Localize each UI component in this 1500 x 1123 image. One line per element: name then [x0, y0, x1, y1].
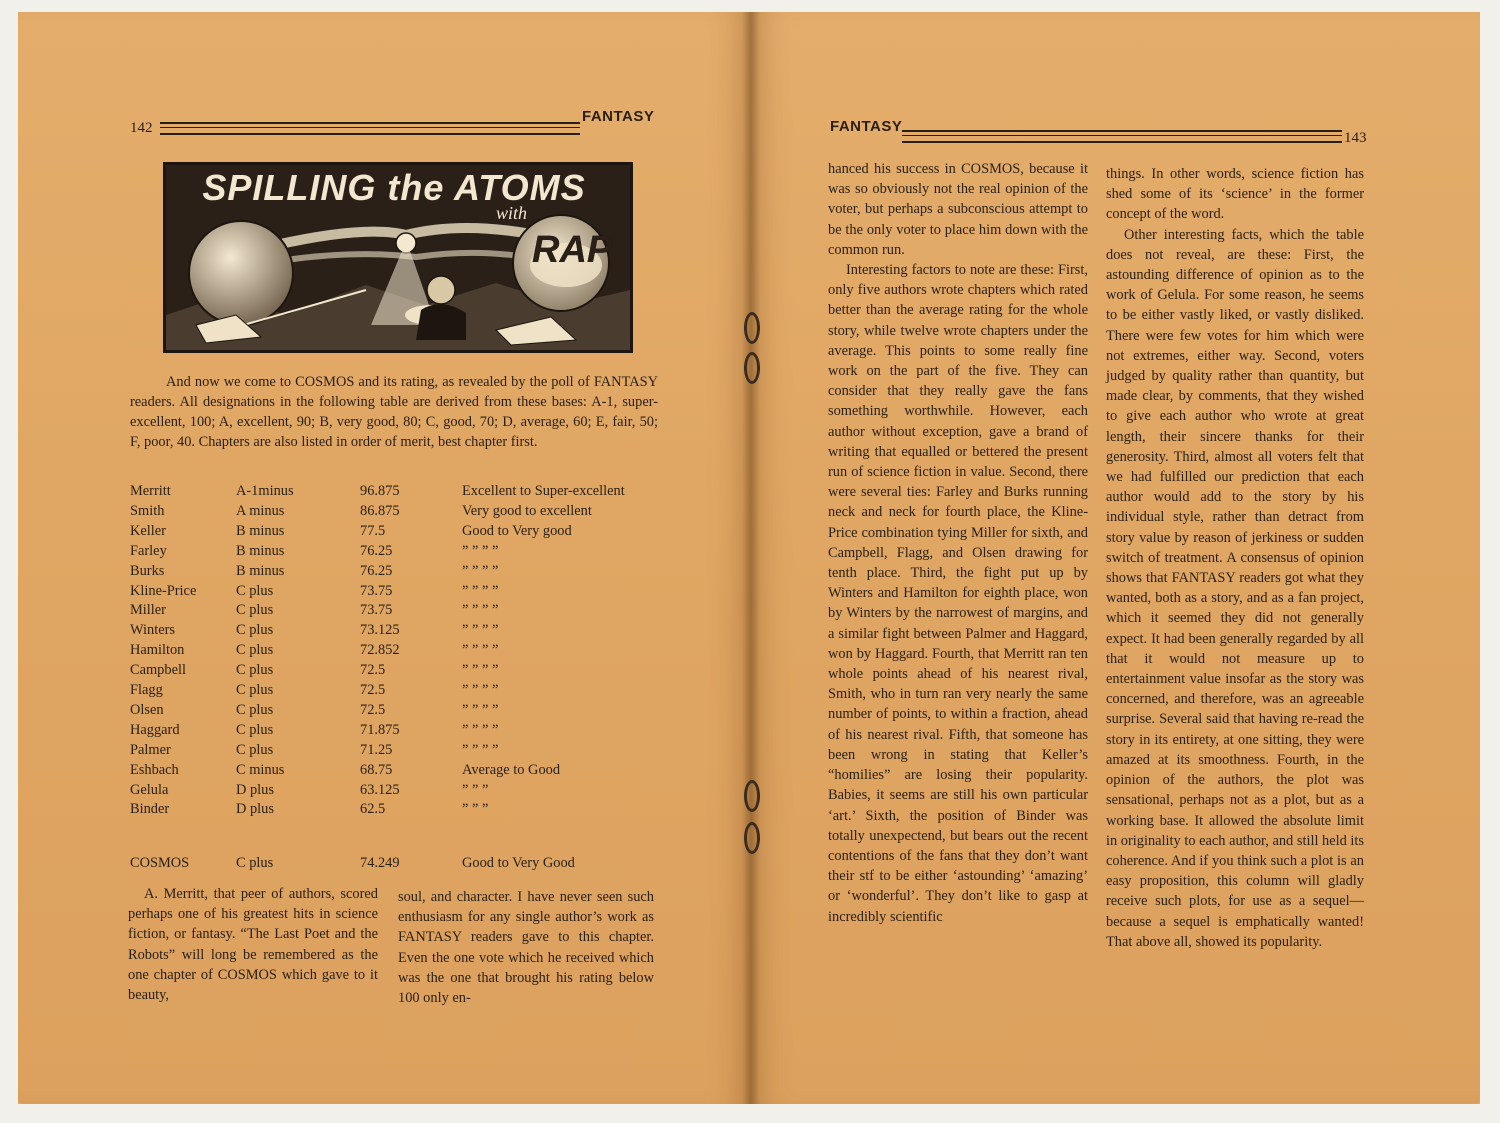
author-name: Flagg: [130, 682, 163, 698]
author-name: Olsen: [130, 701, 164, 718]
numeric-score: 86.875: [360, 502, 400, 519]
letter-grade: C plus: [236, 662, 274, 679]
author-name: Hamilton: [130, 642, 185, 659]
magazine-spread: [18, 12, 1480, 1104]
author-name: Haggard: [130, 721, 180, 738]
grade-description: ” ” ” ”: [462, 741, 499, 758]
letter-grade: A-1minus: [236, 483, 294, 499]
numeric-score: 68.75: [360, 761, 393, 778]
author-name: Miller: [130, 602, 166, 619]
numeric-score: 71.875: [360, 721, 400, 738]
letter-grade: C plus: [236, 721, 274, 738]
author-name: Farley: [130, 542, 167, 559]
letter-grade: A minus: [236, 502, 285, 519]
numeric-score: 73.75: [360, 582, 393, 599]
staple-bottom: [744, 780, 760, 812]
paragraph: things. In other words, science fiction has shed some of its ‘science’ in the former concept of the word.: [1106, 166, 1364, 223]
letter-grade: C plus: [236, 741, 274, 758]
author-name: Kline-Price: [130, 582, 197, 599]
author-name: Campbell: [130, 662, 186, 679]
grade-description: ” ” ” ”: [462, 602, 499, 619]
author-name: Binder: [130, 801, 170, 818]
grade-description: Good to Very Good: [462, 855, 575, 871]
page-number-left: 142: [130, 120, 153, 136]
numeric-score: 72.5: [360, 662, 386, 679]
page-number-right: 143: [1344, 130, 1367, 146]
paragraph: Other interesting facts, which the table does not reveal, are these: First, the astounding difference of opinion as to the work of Gelula. For some reason, he seems to be either vastly liked, or vastly disliked. There were few votes for him which were not extremes, either way. Second, voters judged by quality rather than quantity, but made clear, by comments, that they wished to give each author who wrote at great length, their sincere thanks for their generosity. Third, almost all voters felt that we had fulfilled our prediction that each author would add to the story by his individual style, rather than detract from story value by reason of jerkiness or sudden switch of treatment. A consensus of opinion shows that FANTASY readers got what they wanted, both as a story, and as a fan project, which it seemed they did not generally expect. It had been generally regarded by all that it would not measure up to entertainment value insofar as the story was concerned, and therefore, was an agreeable surprise. Several said that having re-read the story in its entirety, at one sitting, they were amazed at its smoothness. Fourth, in the opinion of the authors, the plot was sensational, perhaps not as a plot, but as a working base. It allowed the absolute limit in originality to each author, and still held its coherence. And if you think such a plot is an easy proposition, this column will gladly receive such plots, for use as a sequel—because a sequel is emphatically wanted! That above all, showed its popularity.: [1106, 226, 1365, 950]
author-name: Merritt: [130, 483, 171, 499]
letter-grade: C minus: [236, 761, 285, 778]
grade-description: ” ” ” ”: [462, 682, 499, 698]
banner-with: with: [496, 203, 528, 223]
numeric-score: 76.25: [360, 542, 393, 559]
author-name: Burks: [130, 562, 165, 579]
letter-grade: D plus: [236, 781, 274, 798]
letter-grade: B minus: [236, 562, 285, 579]
author-name: Eshbach: [130, 761, 179, 778]
numeric-score: 63.125: [360, 781, 400, 798]
letter-grade: C plus: [236, 701, 274, 718]
staple-top-2: [744, 352, 760, 384]
column-banner: [163, 162, 633, 353]
staple-bottom-2: [744, 822, 760, 854]
letter-grade: C plus: [236, 855, 274, 871]
grade-description: ” ” ” ”: [462, 582, 499, 599]
grade-description: ” ” ” ”: [462, 562, 499, 579]
right-column-2: [1106, 164, 1364, 952]
grade-description: ” ” ” ”: [462, 642, 499, 659]
numeric-score: 96.875: [360, 483, 400, 499]
numeric-score: 73.125: [360, 622, 400, 639]
author-name: Keller: [130, 522, 166, 539]
author-name: Winters: [130, 622, 175, 639]
grade-description: ” ” ” ”: [462, 721, 499, 738]
banner-title: SPILLING the ATOMS: [202, 167, 586, 208]
author-name: Palmer: [130, 741, 171, 758]
grade-description: ” ” ” ”: [462, 662, 499, 679]
letter-grade: C plus: [236, 582, 274, 599]
running-head-left: FANTASY: [582, 108, 655, 125]
author-name: Gelula: [130, 781, 169, 798]
letter-grade: B minus: [236, 542, 285, 559]
left-column-2: soul, and character. I have never seen such enthusiasm for any single author’s work as FANTASY readers gave to this chapter. Even the one vote which he received which was the one that brought his rating below 100 only en-: [398, 889, 654, 1007]
paragraph: hanced his success in COSMOS, because it was so obviously not the real opinion of the voter, but perhaps a subconscious attempt to be the only voter to place him down with the common run.: [828, 161, 1088, 258]
header-rule-left: [160, 122, 580, 135]
grade-description: ” ” ” ”: [462, 622, 499, 639]
left-page: [18, 12, 750, 1104]
author-name: Smith: [130, 502, 165, 519]
banner-author-rap: RAP: [532, 229, 613, 271]
right-column-1: [828, 159, 1088, 927]
numeric-score: 72.5: [360, 682, 386, 698]
gutter: [742, 12, 760, 1104]
staple-top: [744, 312, 760, 344]
numeric-score: 76.25: [360, 562, 393, 579]
intro-paragraph: And now we come to COSMOS and its rating, as revealed by the poll of FANTASY readers. All designations in the following table are derived from these bases: A-1, super-excellent, 100; A, excellent, 90; B, very good, 80; C, good, 70; D, average, 60; E, fair, 50; F, poor, 40. Chapters are also listed in order of merit, best chapter first.: [130, 374, 658, 450]
grade-description: ” ” ”: [462, 801, 489, 818]
letter-grade: C plus: [236, 602, 274, 619]
numeric-score: 72.5: [360, 701, 386, 718]
grade-description: ” ” ”: [462, 781, 489, 798]
numeric-score: 62.5: [360, 801, 386, 818]
paragraph: Interesting factors to note are these: First, only five authors wrote chapters which rated better than the average rating for the whole story, while twelve wrote chapters under the average. This points to some really fine work on the part of the five. They can consider that they really gave the fans something worthwhile. However, each author without exception, gave a brand of writing that equalled or bettered the present run of science fiction in value. Second, there were several ties: Farley and Burks running neck and neck for fourth place, the Kline-Price combination tying Miller for sixth, and Campbell, Flagg, and Olsen drawing for tenth place. Third, the fight put up by Winters and Hamilton for eighth place, won by Winters by the narrowest of margins, and a similar fight between Palmer and Haggard, won by Haggard. Fourth, that Merritt ran ten whole points ahead of his nearest rival, Smith, who in turn ran very nearly the same number of points, to within a fraction, ahead of his nearest rival. Fifth, that someone has been wrong in stating that Keller’s “homilies” are losing their popularity. Babies, it seems are still his own particular ‘art.’ Sixth, the position of Binder was totally unexpectend, but bears out the recent contentions of the fans that they don’t want their stf to be either ‘astounding’ ‘amazing’ or ‘wonderful’. They don’t like to gasp at incredibly scientific: [828, 262, 1088, 925]
letter-grade: C plus: [236, 642, 274, 659]
letter-grade: B minus: [236, 522, 285, 539]
numeric-score: 71.25: [360, 741, 393, 758]
grade-description: Average to Good: [462, 761, 561, 778]
grade-description: Very good to excellent: [462, 502, 592, 519]
numeric-score: 73.75: [360, 602, 393, 619]
author-name: COSMOS: [130, 855, 190, 871]
left-column-1: A. Merritt, that peer of authors, scored perhaps one of his greatest hits in science fiction, or fantasy. “The Last Poet and the Robots” will long be remembered as the one chapter of COSMOS which gave to it beauty,: [128, 886, 378, 1004]
letter-grade: C plus: [236, 622, 274, 639]
numeric-score: 77.5: [360, 522, 386, 539]
numeric-score: 74.249: [360, 855, 400, 871]
letter-grade: D plus: [236, 801, 274, 818]
grade-description: ” ” ” ”: [462, 701, 499, 718]
numeric-score: 72.852: [360, 642, 400, 659]
grade-description: Excellent to Super-excellent: [462, 483, 625, 499]
letter-grade: C plus: [236, 682, 274, 698]
header-rule-right: [902, 130, 1342, 143]
grade-description: Good to Very good: [462, 522, 572, 539]
grade-description: ” ” ” ”: [462, 542, 499, 559]
running-head-right: FANTASY: [830, 118, 903, 135]
